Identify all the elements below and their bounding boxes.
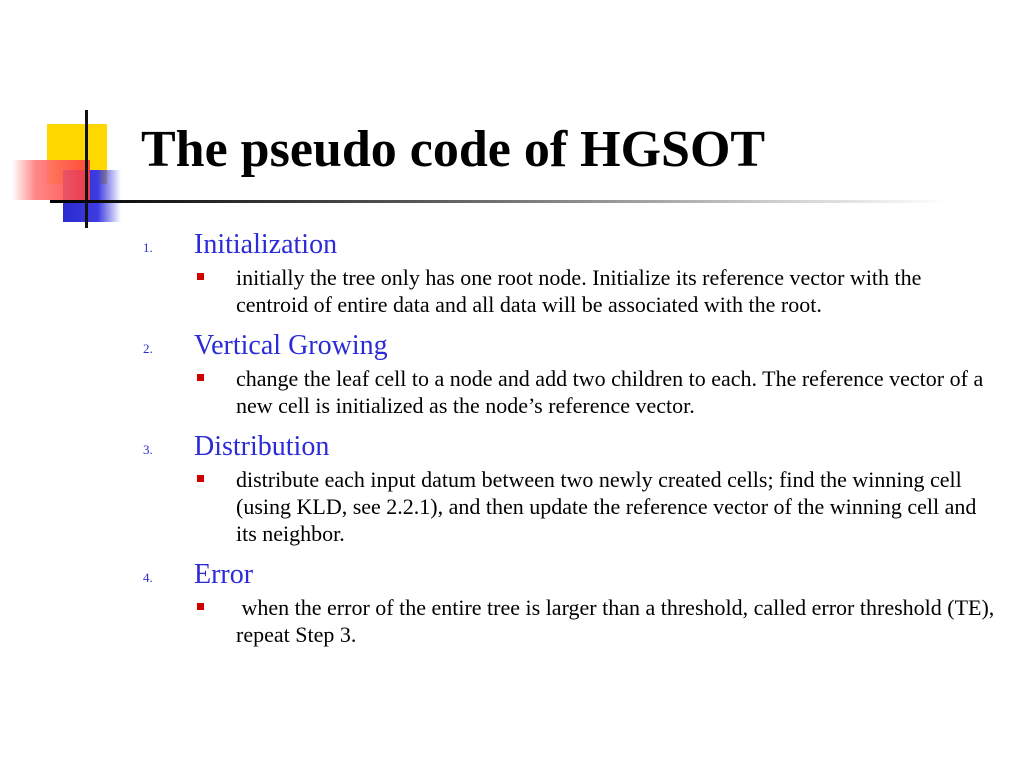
step-distribution [140,428,1000,547]
slide-title: The pseudo code of HGSOT [141,121,766,178]
step-title: Distribution [194,431,330,462]
step-header [140,226,1000,264]
step-header [140,428,1000,466]
title-underline [50,200,950,203]
logo-vertical-line [85,110,88,228]
step-bullet [140,466,1000,547]
bullet-square-icon [197,374,204,381]
step-number: 3. [143,442,153,457]
bullet-square-icon [197,603,204,610]
logo-red-bar [12,160,90,200]
bullet-text: change the leaf cell to a node and add two children to each. The reference vector of a new cell is initialized as the node’s reference vector. [236,366,989,418]
steps-list [140,226,1000,657]
step-number: 1. [143,240,153,255]
step-bullet [140,594,1000,648]
step-error [140,556,1000,648]
bullet-text: when the error of the entire tree is larger than a threshold, called error threshold (TE), repeat Step 3. [236,595,1000,647]
step-number: 4. [143,570,153,585]
step-title: Initialization [194,229,338,260]
step-header [140,327,1000,365]
bullet-square-icon [197,273,204,280]
step-bullet [140,264,1000,318]
step-bullet [140,365,1000,419]
bullet-text: distribute each input datum between two newly created cells; find the winning cell (using KLD, see 2.2.1), and then update the reference vector of the winning cell and its neighbor. [236,467,982,546]
bullet-square-icon [197,475,204,482]
bullet-text: initially the tree only has one root node. Initialize its reference vector with the centroid of entire data and all data will be associated with the root. [236,265,927,317]
step-title: Error [194,559,254,590]
step-vertical-growing [140,327,1000,419]
step-initialization [140,226,1000,318]
step-number: 2. [143,341,153,356]
step-header [140,556,1000,594]
step-title: Vertical Growing [194,330,388,361]
